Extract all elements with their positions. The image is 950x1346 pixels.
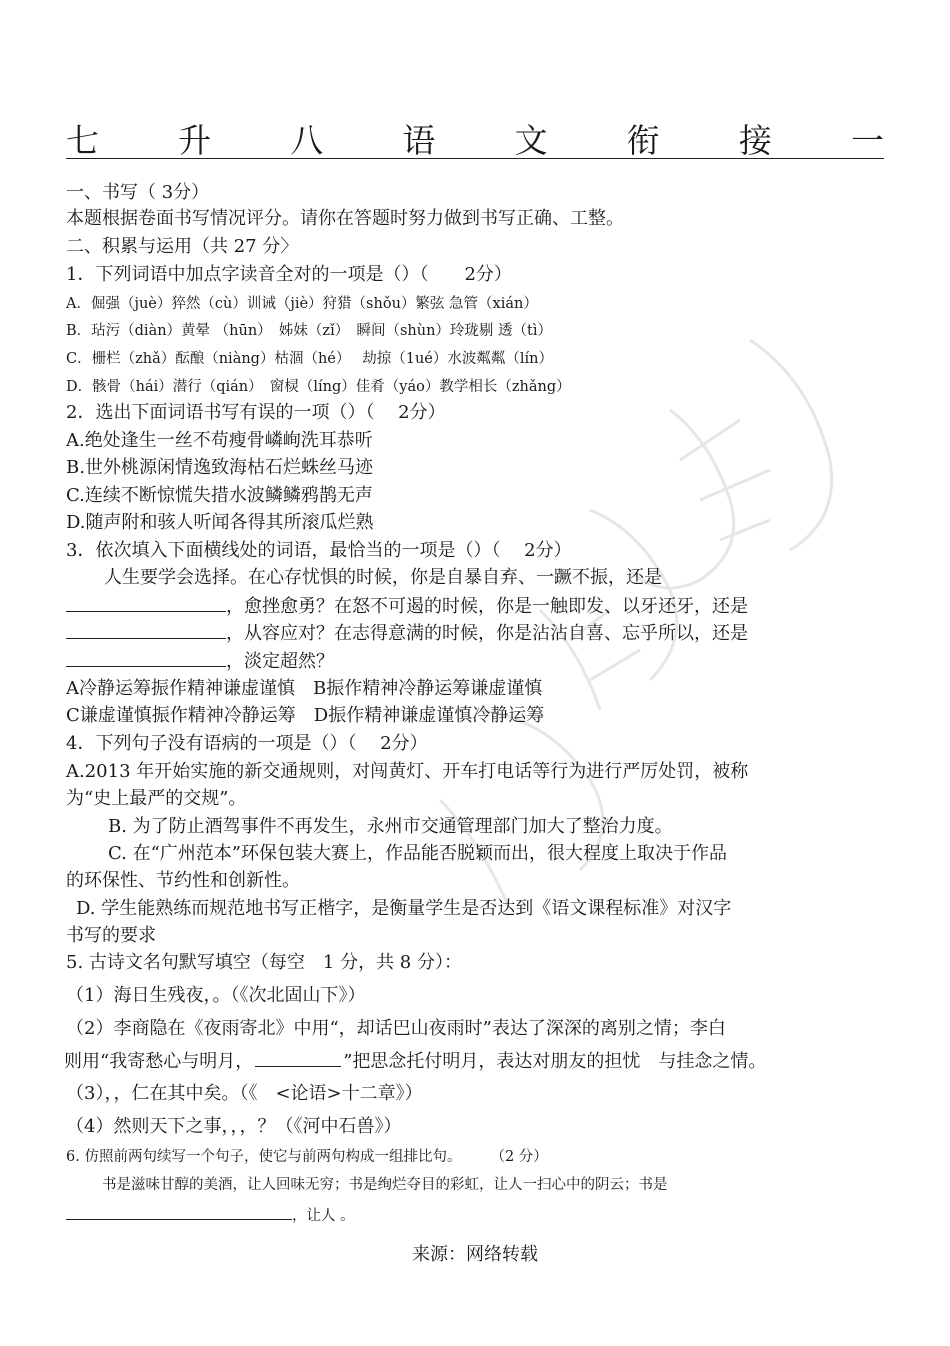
section-1-description: 本题根据卷面书写情况评分。请你在答题时努力做到书写正确、工整。 [66, 208, 624, 229]
question-5-item-2-line-2 [64, 1050, 766, 1073]
question-5-item-2-line-1: （2）李商隐在《夜雨寄北》中用“，却话巴山夜雨时”表达了深深的离别之情；李白 [66, 1018, 726, 1039]
title-underline [66, 158, 884, 159]
question-3-passage-line-1: 人生要学会选择。在心存忧惧的时候，你是自暴自弃、一蹶不振，还是 [104, 567, 662, 588]
document-title [66, 118, 884, 158]
question-1-option-b: B．玷污（diàn）黄晕 （hūn） 姊妹（zǐ） 瞬间（shùn）玲珑剔 透（tì） [66, 323, 552, 339]
section-2-heading: 二、积累与运用（共 27 分〉 [66, 236, 299, 257]
title-char: 语 [402, 120, 436, 160]
passage-text: ，让人 。 [292, 1208, 355, 1224]
question-4-option-a-line-1: A.2013 年开始实施的新交通规则，对闯黄灯、开车打电话等行为进行严厉处罚，被称 [66, 761, 749, 782]
question-1-option-a: A．倔强（juè）猝然（cù）训诫（jiè）狩猎（shǒu）繁弦 急管（xián） [66, 296, 538, 312]
question-1-option-d: D．骸骨（hái）潜行（qián） 窗棂（líng）佳肴（yáo）教学相长（zhǎng） [66, 379, 571, 395]
question-2: 2．选出下面词语书写有误的一项（）（ 2分） [66, 402, 446, 423]
question-2-option-a: A.绝处逢生一丝不苟瘦骨嶙峋洗耳恭听 [66, 430, 373, 451]
passage-text: ，淡定超然？ [226, 651, 334, 672]
title-char: 八 [290, 120, 324, 160]
question-5-item-1: （1）海日生残夜，。（《次北固山下》） [66, 985, 366, 1006]
title-char: 七 [66, 120, 99, 160]
question-6-passage-line-2 [66, 1203, 355, 1227]
fill-blank[interactable] [66, 595, 226, 612]
question-4-option-c-line-1: C. 在“广州范本”环保包装大赛上，作品能否脱颖而出，很大程度上取决于作品 [108, 843, 727, 864]
question-5-item-3: （3），，仁在其中矣。（《 <论语>十二章》） [66, 1083, 423, 1104]
title-char: 接 [738, 120, 772, 160]
question-3-passage-line-4 [66, 650, 334, 673]
question-3-passage-line-3 [66, 622, 748, 645]
question-1-option-c: C．栅栏（zhǎ）酝酿（niàng）枯涸（hé） 劫掠（1ué）水波粼粼（lín） [66, 351, 553, 367]
fill-blank[interactable] [66, 1203, 292, 1220]
question-3-options-ab: A冷静运筹振作精神谦虚谨慎 B振作精神冷静运筹谦虚谨慎 [66, 678, 543, 699]
question-4-option-d-line-1: D. 学生能熟练而规范地书写正楷字，是衡量学生是否达到《语文课程标准》对汉字 [76, 898, 732, 919]
question-6-passage-line-1: 书是滋味甘醇的美酒，让人回味无穷；书是绚烂夺目的彩虹，让人一扫心中的阴云；书是 [102, 1177, 668, 1193]
question-6: 6. 仿照前两句续写一个句子，使它与前两句构成一组排比句。 （2 分） [66, 1149, 548, 1165]
question-2-option-d: D.随声附和骇人听闻各得其所滚瓜烂熟 [66, 512, 374, 533]
question-5: 5. 古诗文名句默写填空（每空 1 分，共 8 分）： [66, 952, 462, 973]
question-2-option-c: C.连续不断惊慌失措水波鳞鳞鸦鹊无声 [66, 485, 373, 506]
title-char: 文 [514, 120, 548, 160]
question-3: 3．依次填入下面横线处的词语，最恰当的一项是（）（ 2分） [66, 540, 572, 561]
poem-text: ”把思念托付明月，表达对朋友的担忧 与挂念之情。 [343, 1051, 767, 1072]
question-4-option-b: B. 为了防止酒驾事件不再发生，永州市交通管理部门加大了整治力度。 [108, 816, 673, 837]
poem-text: 则用“我寄愁心与明月， [64, 1051, 254, 1072]
fill-blank[interactable] [66, 622, 226, 639]
question-5-item-4: （4）然则天下之事，，，？（《河中石兽》） [66, 1116, 402, 1137]
fill-blank[interactable] [66, 650, 226, 667]
question-2-option-b: B.世外桃源闲情逸致海枯石烂蛛丝马迹 [66, 457, 373, 478]
title-char: 一 [850, 120, 884, 160]
question-4: 4．下列句子没有语病的一项是（）（ 2分） [66, 733, 428, 754]
section-1-heading: 一、书写（ 3分） [66, 182, 210, 203]
title-char: 衔 [626, 120, 660, 160]
question-4-option-d-line-2: 书写的要求 [66, 925, 156, 946]
fill-blank[interactable] [255, 1050, 341, 1067]
source-footer: 来源：网络转载 [412, 1244, 538, 1265]
passage-text: ，从容应对？在志得意满的时候，你是沾沾自喜、忘乎所以，还是 [226, 623, 748, 644]
question-4-option-a-line-2: 为“史上最严的交规”。 [66, 788, 247, 809]
question-4-option-c-line-2: 的环保性、节约性和创新性。 [66, 870, 300, 891]
title-char: 升 [178, 120, 212, 160]
passage-text: ，愈挫愈勇？在怒不可遏的时候，你是一触即发、以牙还牙，还是 [226, 596, 748, 617]
question-1: 1．下列词语中加点字读音全对的一项是（）（ 2分） [66, 264, 512, 285]
question-3-options-cd: C谦虚谨慎振作精神冷静运筹 D振作精神谦虚谨慎冷静运筹 [66, 705, 545, 726]
question-3-passage-line-2 [66, 595, 748, 618]
